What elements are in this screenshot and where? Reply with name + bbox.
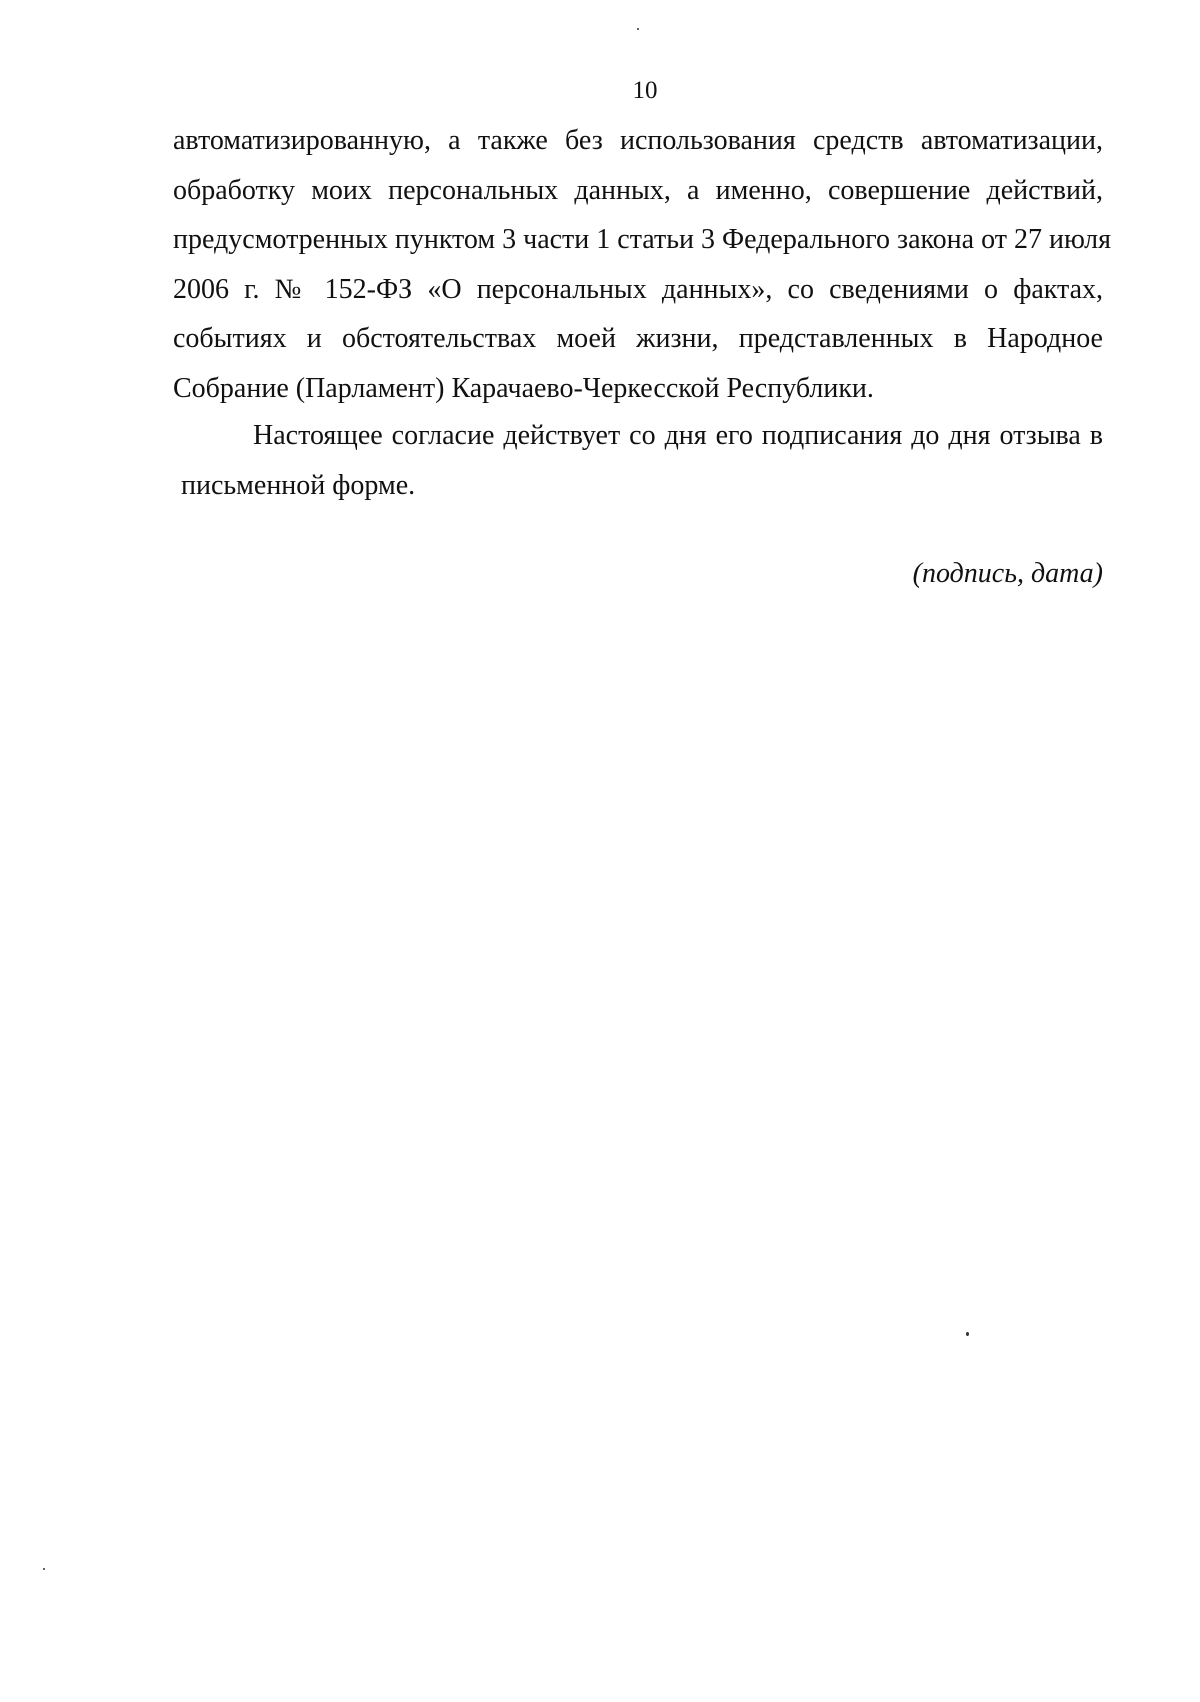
scan-speck bbox=[43, 1568, 45, 1570]
validity-paragraph bbox=[173, 411, 1103, 510]
paragraph-line: 2006 г. № 152-ФЗ «О персональных данных», со сведениями о фактах, bbox=[173, 273, 1103, 305]
paragraph-line: Собрание (Парламент) Карачаево-Черкесской Республики. bbox=[173, 372, 874, 404]
signature-date-label: (подпись, дата) bbox=[912, 558, 1103, 589]
paragraph-line: автоматизированную, а также без использования средств автоматизации, bbox=[173, 125, 1103, 156]
paragraph-line: письменной форме. bbox=[181, 469, 416, 501]
scan-speck bbox=[637, 28, 639, 30]
paragraph-line: обработку моих персональных данных, а именно, совершение действий, bbox=[173, 174, 1103, 206]
paragraph-line: Настоящее согласие действует со дня его подписания до дня отзыва в bbox=[253, 420, 1103, 451]
paragraph-line: событиях и обстоятельствах моей жизни, представленных в Народное bbox=[173, 323, 1103, 354]
scan-speck bbox=[966, 1332, 969, 1336]
consent-paragraph bbox=[173, 116, 1112, 413]
paragraph-line: предусмотренных пунктом 3 части 1 статьи 3 Федерального закона от 27 июля bbox=[173, 224, 1112, 255]
page-number: 10 bbox=[632, 77, 658, 104]
